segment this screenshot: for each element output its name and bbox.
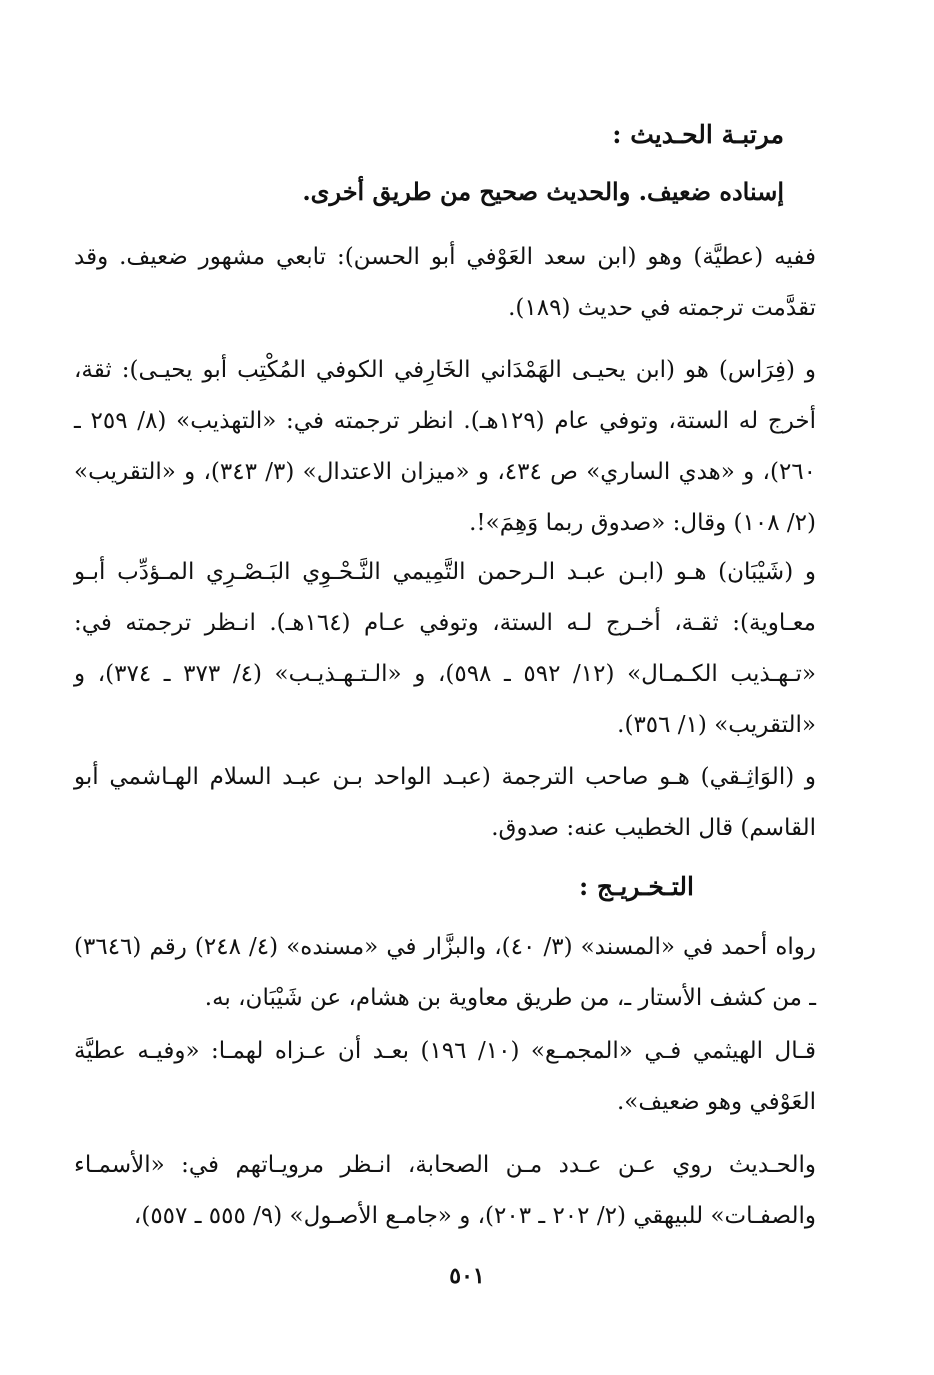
paragraph-shayban: و (شَيْبَان) هـو (ابـن عبـد الـرحمن التَّمِيمي النَّـحْـوِي البَـصْـرِي المـؤدِّب أبـو معـاوية): ثقـة، أخـرج لـه الستة، وتوفي عـام (١٦٤هـ). انـظر ترجمته في: «تـهـذيب الكـمـال» (١٢/ ٥٩٢ ـ ٥٩٨)، و «الـتـهـذيـب» (٤/ ٣٧٣ ـ ٣٧٤)، و «التقريب» (١/ ٣٥٦). — [74, 559, 816, 738]
grade-heading: مرتبـة الحـديث : — [612, 120, 784, 149]
page-number: ٥٠١ — [449, 1263, 485, 1289]
paragraph-firas: و (فِرَاس) هو (ابن يحيـى الهَمْدَاني الخَارِفي الكوفي المُكْتِب أبو يحيـى): ثقة، أخرج له الستة، وتوفي عام (١٢٩هـ). انظر ترجمته في: «التهذيب» (٨/ ٢٥٩ ـ ٢٦٠)، و «هدي الساري» ص ٤٣٤، و «ميزان الاعتدال» (٣/ ٣٤٣)، و «التقريب» (٢/ ١٠٨) وقال: «صدوق ربما وَهِمَ»!. — [74, 357, 817, 536]
takhrij-heading: التـخـريـج : — [578, 872, 694, 901]
grade-text: إسناده ضعيف. والحديث صحيح من طريق أخرى. — [302, 177, 784, 206]
paragraph-ahmad-bazzar: رواه أحمد في «المسند» (٣/ ٤٠)، والبزَّار في «مسنده» (٤/ ٢٤٨) رقم (٣٦٤٦) ـ من كشف الأستار ـ، من طريق معاوية بن هشام، عن شَيْبَان، به. — [74, 934, 816, 1011]
paragraph-wathiqi: و (الوَاثِـقي) هـو صاحب الترجمة (عبـد الواحد بـن عبـد السلام الهـاشمي أبو القاسم) قال الخطيب عنه: صدوق. — [74, 764, 816, 841]
paragraph-sahaba: والحـديث روي عـن عـدد مـن الصحابة، انـظر مرويـاتهم في: «الأسمـاء والصفـات» للبيهقي (٢/ ٢٠٢ ـ ٢٠٣)، و «جامـع الأصـول» (٩/ ٥٥٥ ـ ٥٥٧)، — [74, 1152, 816, 1229]
paragraph-haythami: قـال الهيثمي فـي «المجمـع» (١٠/ ١٩٦) بعـد أن عـزاه لهمـا: «وفيـه عطيَّة العَوْفي وهو ضعيف». — [74, 1038, 817, 1115]
paragraph-atiyya: ففيه (عطيَّة) وهو (ابن سعد العَوْفي أبو الحسن): تابعي مشهور ضعيف. وقد تقدَّمت ترجمته في حديث (١٨٩). — [74, 244, 816, 321]
